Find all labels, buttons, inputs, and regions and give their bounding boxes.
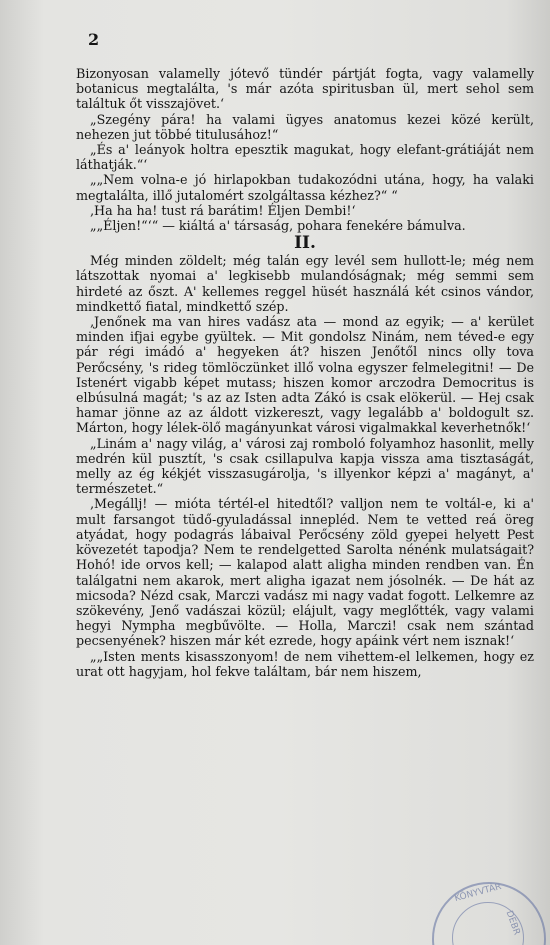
paragraph: „És a' leányok holtra epesztik magukat, hogy elefant-grátiáját nem láthatják.“‘ — [76, 142, 534, 173]
stamp-text-side: DEBR — [503, 909, 522, 937]
paragraph: „Linám a' nagy világ, a' városi zaj romboló folyamhoz hasonlit, melly medrén kül pusztít, 's csak csillapulva kapja vissza ama tisztaságát, melly az ég kékjét visszasugárolja, 's illyenkor képzi a' magányt, a' természetet.“ — [76, 435, 534, 497]
page-number: 2 — [88, 30, 100, 49]
paragraph: Bizonyosan valamelly jótevő tündér pártját fogta, vagy valamelly botanicus megtalálta, 's már azóta spiritusban ül, mert sehol sem találtuk őt visszajövet.‘ — [76, 66, 534, 112]
paragraph: ‚Megállj! — mióta tértél-el hitedtől? valljon nem te voltál-e, ki a' mult farsangot tüdő-gyuladással innepléd. Nem te vetted reá öreg atyádat, hogy podagrás lábaival Perőcsény zöld gyepei helyett Pest kövezetét tapodja? Nem te rendelgetted Sarolta nénénk mulatságait? Hohó! ide orvos kell; — kalapod alatt aligha minden rendben van. Én találgatni nem akarok, mert aligha igazat nem jósolnék. — De hát az micsoda? Nézd csak, Marczi vadász mi nagy vadat fogott. Lelkemre az szökevény, Jenő vadászai közül; elájult, vagy meglőtték, vagy valami hegyi Nympha megbűvölte. — Holla, Marczi! csak nem szántad pecsenyének? hiszen már két ezrede, hogy apáink vért nem isznak!‘ — [76, 496, 534, 649]
paragraph: ‚Ha ha ha! tust rá barátim! Éljen Dembi!‘ — [90, 202, 356, 218]
paragraph: „Szegény pára! ha valami ügyes anatomus kezei közé került, nehezen jut többé titulusához!“ — [76, 111, 534, 142]
paragraph: „„Nem volna-e jó hirlapokban tudakozódni utána, hogy, ha valaki megtalálta, illő jutalomért szolgáltassa kézhez?“ “ — [76, 172, 534, 203]
paragraph: ‚Jenőnek ma van hires vadász ata — mond az egyik; — a' kerület minden ifjai egybe gyültek. — Mit gondolsz Ninám, nem téved-e egy pár régi imádó a' hegyeken át? hiszen Jenőtől nincs olly tova Perőcsény, 's rideg tömlöczünket illő volna egyszer felmelegitni! — De Istenért vigabb képet mutass; hiszen komor arczodra Democritus is elbúsulná magát; 's az az Isten adta Zákó is csak elökerül. — Hej csak hamar jönne az az áldott vizkereszt, vagy legalább a' boldogult sz. Márton, hogy lélek-ölő magányunkat városi vigalmakkal keverhetnők!‘ — [76, 314, 534, 436]
stamp-text-top: KÖNYVTÁR — [453, 881, 503, 905]
library-stamp — [432, 882, 546, 945]
paragraph: „„Éljen!“‘“ — kiáltá a' társaság, pohara fenekére bámulva. — [90, 218, 466, 234]
paragraph: „„Isten ments kisasszonyom! de nem vihettem-el lelkemen, hogy ez urat ott hagyjam, hol fekve találtam, bár nem hiszem, — [76, 648, 534, 679]
paragraph: Még minden zöldelt; még talán egy levél sem hullott-le; még nem látszottak nyomai a' legkisebb mulandóságnak; még semmi sem hirdeté az őszt. A' kellemes reggel hüsét használá két csinos vándor, mindkettő fiatal, mindkettő szép. — [76, 253, 534, 314]
section-heading: II. — [294, 233, 316, 254]
body-text — [76, 66, 534, 679]
